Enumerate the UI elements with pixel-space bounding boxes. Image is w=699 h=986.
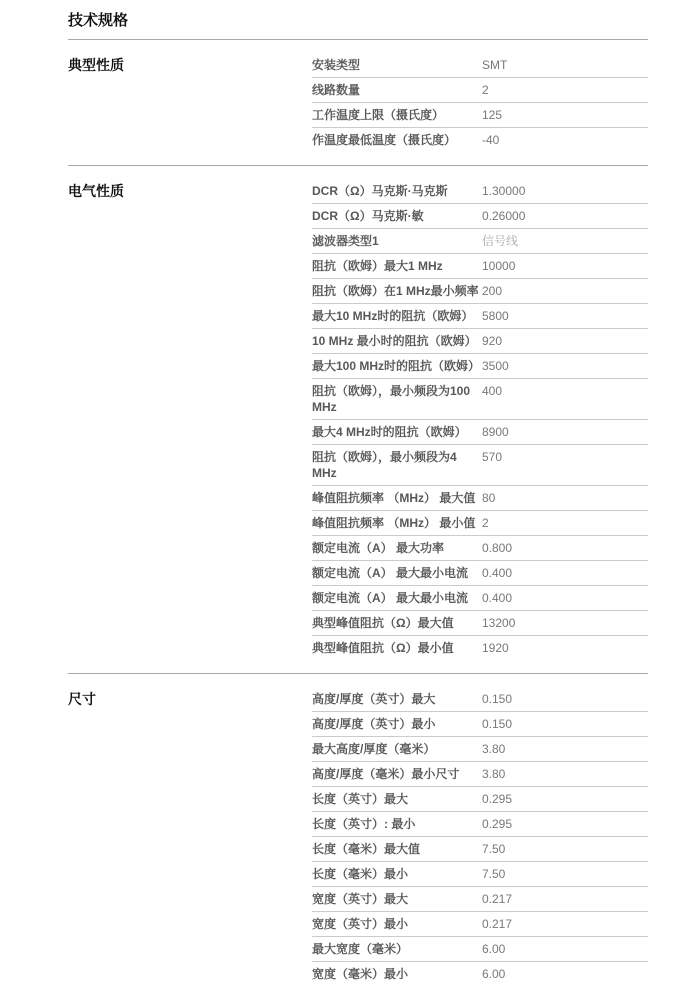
table-row	[312, 229, 648, 254]
row-value: SMT	[482, 58, 508, 72]
table-row	[312, 304, 648, 329]
row-label: 滤波器类型1	[312, 234, 379, 248]
row-label: 最大100 MHz时的阻抗（欧姆）	[312, 359, 481, 373]
table-row	[312, 279, 648, 304]
table-row	[312, 912, 648, 937]
table-row	[312, 103, 648, 128]
row-label: 高度/厚度（英寸）最大	[312, 692, 436, 706]
row-value: 80	[482, 491, 496, 505]
row-label: 峰值阻抗频率 （MHz） 最小值	[312, 516, 476, 530]
table-row	[312, 712, 648, 737]
page-title: 技术规格	[68, 12, 129, 29]
section-rows	[312, 179, 648, 660]
row-label: 额定电流（A） 最大功率	[312, 541, 445, 555]
section-rows	[312, 53, 648, 152]
row-label: 高度/厚度（英寸）最小	[312, 717, 436, 731]
table-row	[312, 204, 648, 229]
row-value: 1.30000	[482, 184, 526, 198]
table-row	[312, 586, 648, 611]
table-row	[312, 179, 648, 204]
table-row	[312, 962, 648, 986]
row-value: 2	[482, 516, 489, 530]
table-row	[312, 887, 648, 912]
row-value: 13200	[482, 616, 516, 630]
row-value: 6.00	[482, 942, 506, 956]
section-title: 尺寸	[68, 691, 96, 707]
row-value: 125	[482, 108, 503, 122]
row-value: 3.80	[482, 742, 506, 756]
spec-section	[68, 674, 648, 986]
table-row	[312, 812, 648, 837]
row-label: 10 MHz 最小时的阻抗（欧姆）	[312, 334, 477, 348]
row-label: 最大10 MHz时的阻抗（欧姆）	[312, 309, 474, 323]
table-row	[312, 561, 648, 586]
row-label: 宽度（毫米）最小	[312, 967, 409, 981]
row-label: 工作温度上限（摄氏度）	[312, 108, 445, 122]
row-label: 长度（英寸）: 最小	[312, 817, 416, 831]
table-row	[312, 862, 648, 887]
row-value: 0.150	[482, 692, 513, 706]
row-value: 5800	[482, 309, 509, 323]
table-row	[312, 445, 648, 486]
row-label: 最大4 MHz时的阻抗（欧姆）	[312, 425, 467, 439]
row-label: 作温度最低温度（摄氏度）	[312, 133, 457, 147]
table-row	[312, 536, 648, 561]
row-label: DCR（Ω）马克斯·敏	[312, 209, 424, 223]
table-row	[312, 486, 648, 511]
row-value: 8900	[482, 425, 509, 439]
row-value: 0.26000	[482, 209, 526, 223]
row-label: 长度（毫米）最大值	[312, 842, 421, 856]
table-row	[312, 687, 648, 712]
row-value: 7.50	[482, 867, 506, 881]
table-row	[312, 611, 648, 636]
spec-section	[68, 40, 648, 152]
row-value: 0.400	[482, 591, 513, 605]
section-title: 典型性质	[68, 57, 124, 73]
row-label: 典型峰值阻抗（Ω）最大值	[312, 616, 454, 630]
row-value: 3500	[482, 359, 509, 373]
row-label: 典型峰值阻抗（Ω）最小值	[312, 641, 454, 655]
table-row	[312, 329, 648, 354]
row-value: 200	[482, 284, 503, 298]
row-label: 阻抗（欧姆），最小频段为4 MHz	[312, 450, 457, 480]
row-value: -40	[482, 133, 500, 147]
row-label: 高度/厚度（毫米）最小尺寸	[312, 767, 460, 781]
row-value: 0.295	[482, 817, 513, 831]
row-label: 线路数量	[312, 83, 361, 97]
row-label: 额定电流（A） 最大最小电流	[312, 591, 469, 605]
table-row	[312, 53, 648, 78]
row-value: 7.50	[482, 842, 506, 856]
row-value: 0.295	[482, 792, 513, 806]
row-value: 0.217	[482, 892, 513, 906]
table-row	[312, 511, 648, 536]
row-label: 最大高度/厚度（毫米）	[312, 742, 436, 756]
row-value: 3.80	[482, 767, 506, 781]
section-rows	[312, 687, 648, 986]
table-row	[312, 937, 648, 962]
table-row	[312, 737, 648, 762]
table-row	[312, 762, 648, 787]
table-row	[312, 78, 648, 103]
row-value: 2	[482, 83, 489, 97]
table-row	[312, 254, 648, 279]
table-row	[312, 128, 648, 152]
row-value: 6.00	[482, 967, 506, 981]
row-label: 宽度（英寸）最小	[312, 917, 409, 931]
row-value: 0.217	[482, 917, 513, 931]
row-label: 长度（英寸）最大	[312, 792, 409, 806]
table-row	[312, 379, 648, 420]
row-label: 峰值阻抗频率 （MHz） 最大值	[312, 491, 476, 505]
row-value: 0.400	[482, 566, 513, 580]
row-value: 400	[482, 384, 503, 398]
row-label: 阻抗（欧姆）在1 MHz最小频率	[312, 284, 479, 298]
row-label: 阻抗（欧姆），最小频段为100 MHz	[312, 384, 471, 414]
row-label: 额定电流（A） 最大最小电流	[312, 566, 469, 580]
table-row	[312, 787, 648, 812]
row-value: 10000	[482, 259, 516, 273]
table-row	[312, 354, 648, 379]
row-label: 最大宽度（毫米）	[312, 942, 409, 956]
table-row	[312, 837, 648, 862]
row-value: 0.150	[482, 717, 513, 731]
table-row	[312, 636, 648, 660]
spec-section	[68, 166, 648, 660]
row-label: 长度（毫米）最小	[312, 867, 409, 881]
row-label: 阻抗（欧姆）最大1 MHz	[312, 259, 443, 273]
section-title: 电气性质	[68, 183, 124, 199]
row-label: 宽度（英寸）最大	[312, 892, 409, 906]
row-value: 1920	[482, 641, 509, 655]
row-value: 信号线	[482, 234, 519, 248]
row-label: 安装类型	[312, 58, 361, 72]
row-value: 920	[482, 334, 503, 348]
row-label: DCR（Ω）马克斯·马克斯	[312, 184, 448, 198]
row-value: 0.800	[482, 541, 513, 555]
table-row	[312, 420, 648, 445]
spec-page	[0, 12, 699, 986]
spec-sections	[68, 40, 648, 986]
row-value: 570	[482, 450, 503, 464]
